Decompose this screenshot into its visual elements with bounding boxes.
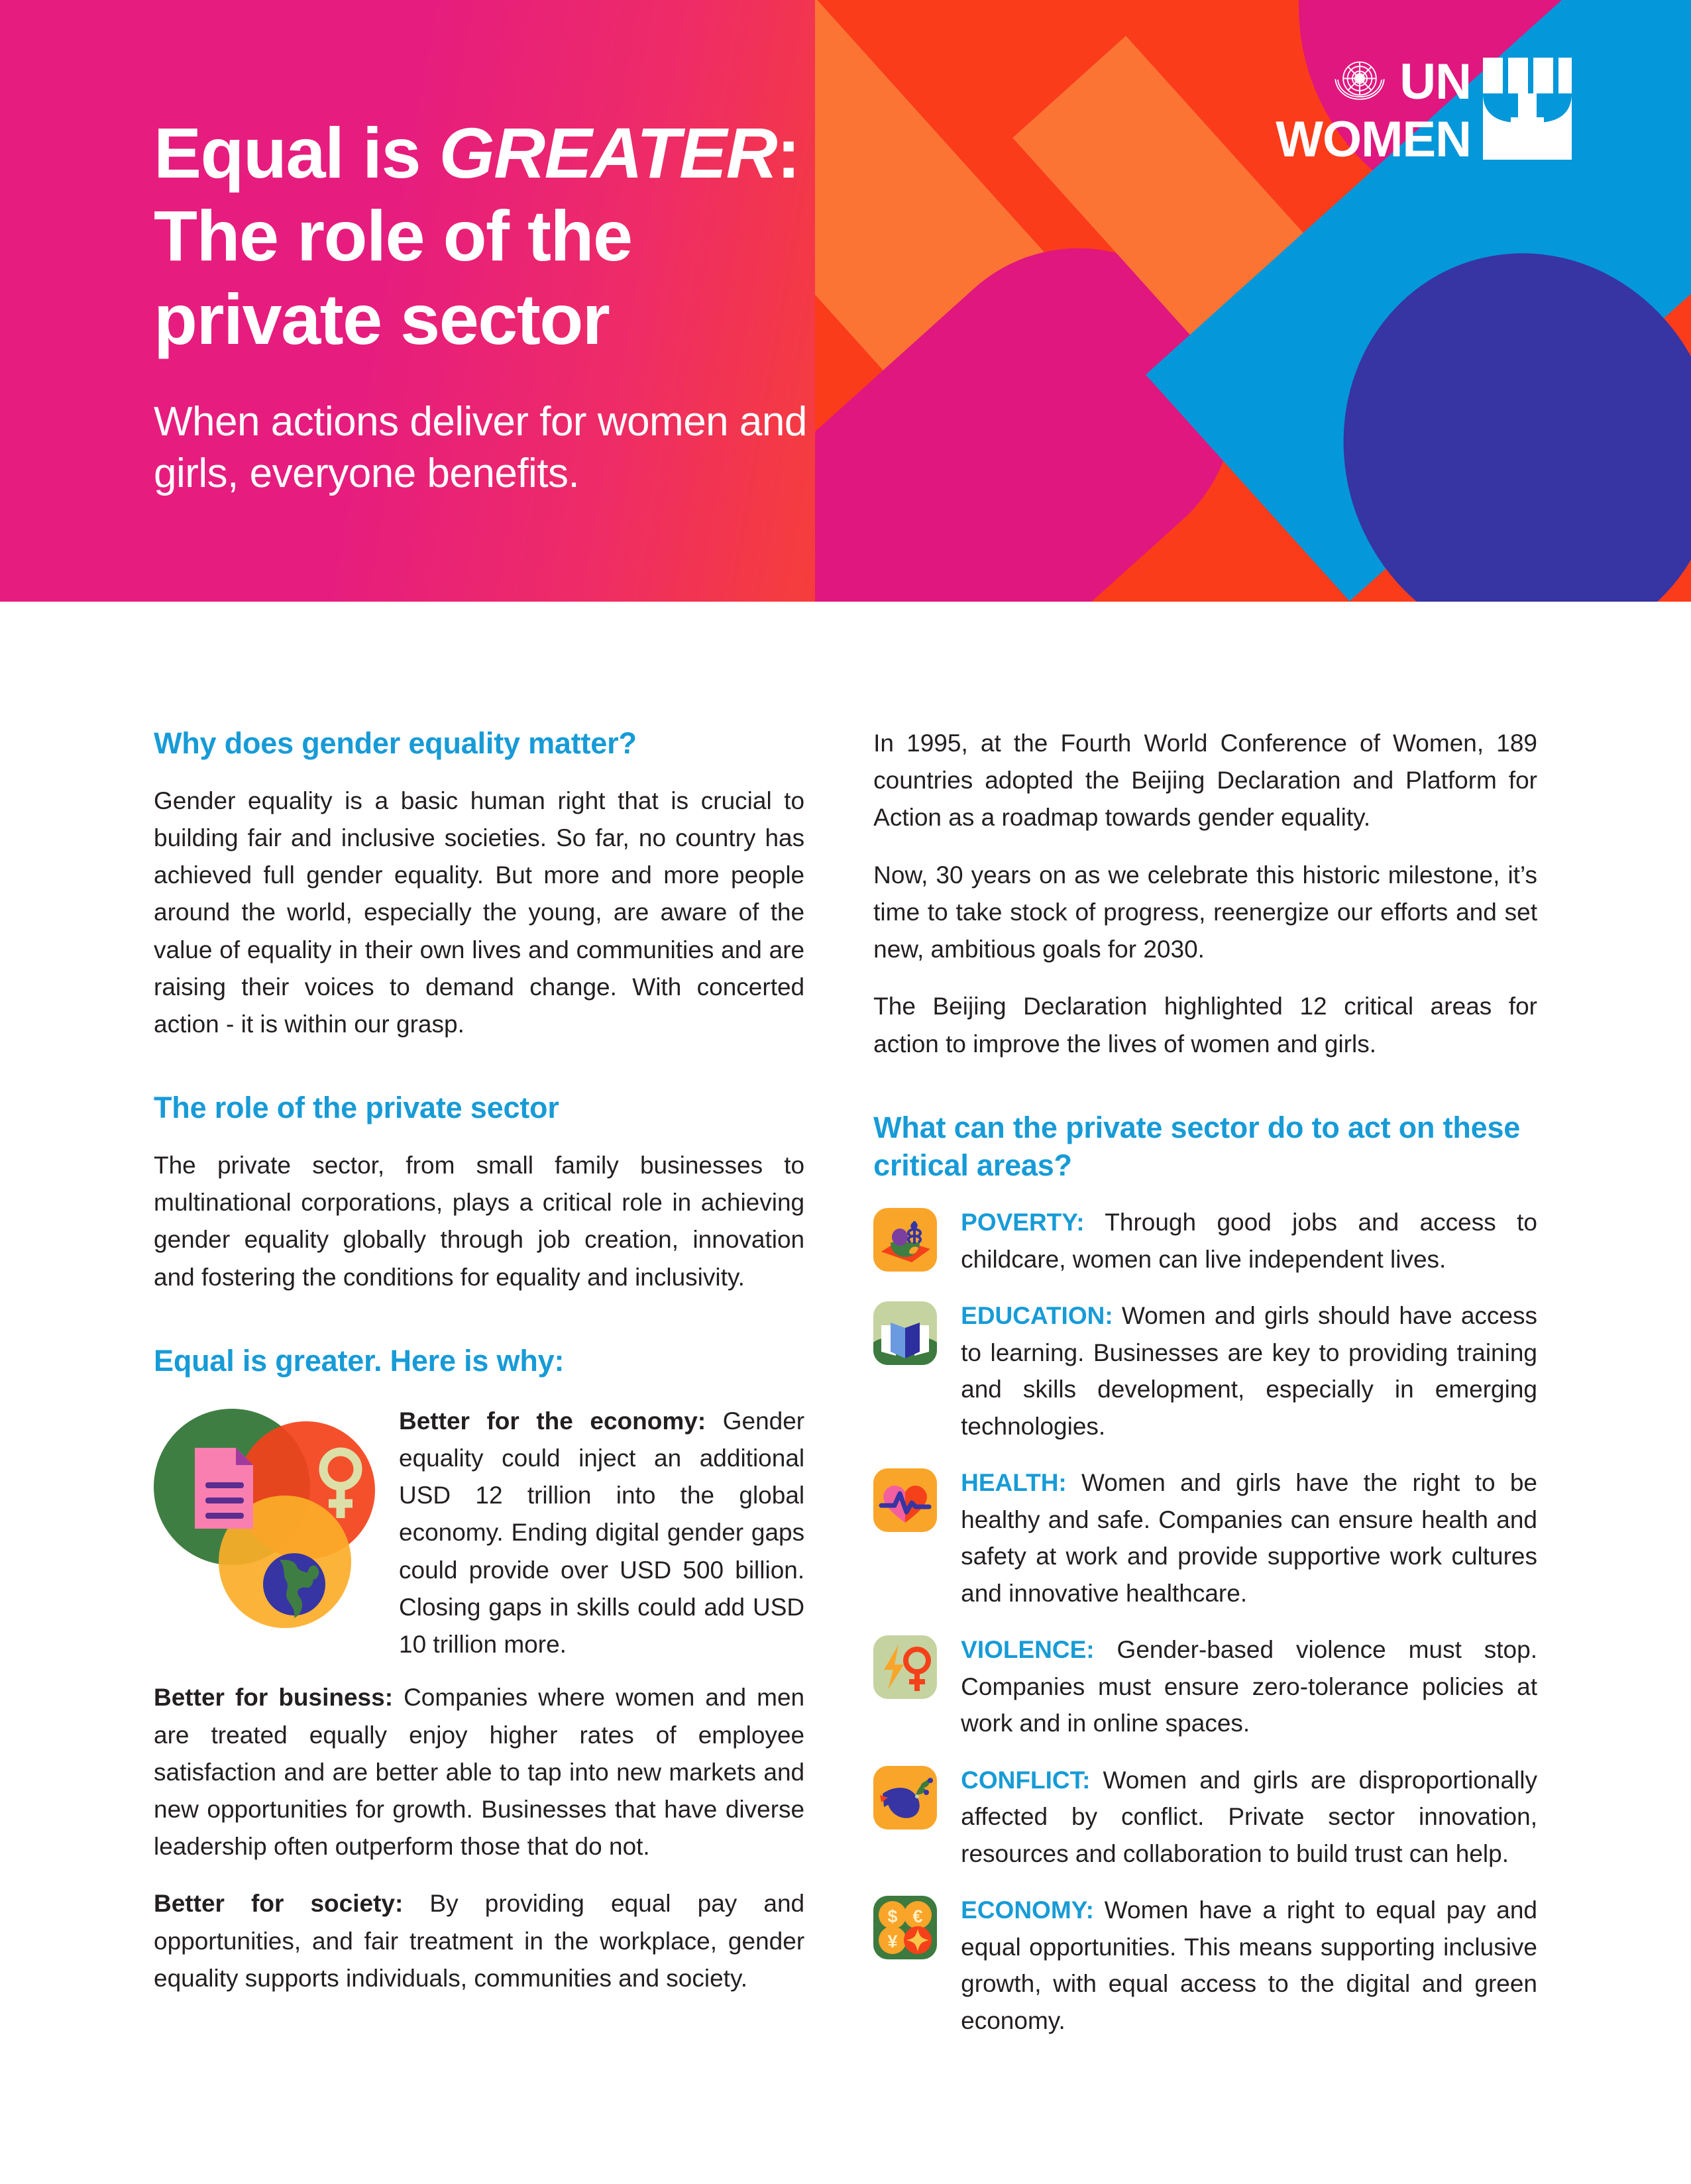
list-item-poverty-text xyxy=(961,1204,1537,1278)
list-item-economy xyxy=(873,1892,1537,2039)
list-item-violence-text xyxy=(961,1631,1537,1742)
title-line-2: The role of the xyxy=(154,195,632,276)
text-better-for-business: Companies where women and men are treated equally enjoy higher rates of employee satisfaction and are better able to tap into new markets and new opportunities for growth. Businesses that have diverse leadership often outperform those that do not. xyxy=(154,1684,805,1861)
critical-areas-list xyxy=(873,1204,1537,2039)
content-area xyxy=(0,602,1691,2184)
label-better-for-society: Better for society: xyxy=(154,1890,404,1918)
spacer xyxy=(154,1063,804,1089)
left-column xyxy=(154,725,804,2184)
heart-pulse-icon xyxy=(873,1468,937,1532)
title-part-plain: Equal is xyxy=(154,113,439,193)
text-health: Women and girls have the right to be healthy and safe. Companies can ensure health and safety at work and provide supportive work cultures and innovative healthcare. xyxy=(961,1469,1537,1607)
paragraph-12-critical-areas: The Beijing Declaration highlighted 12 critical areas for action to improve the lives of women and girls. xyxy=(873,993,1537,1058)
document-icon xyxy=(195,1448,253,1529)
un-women-mark-icon xyxy=(1478,54,1577,164)
heading-what-can-private-sector-do: What can the private sector do to act on these critical areas? xyxy=(873,1110,1521,1182)
svg-text:€: € xyxy=(912,1906,923,1927)
list-item-poverty xyxy=(873,1204,1537,1278)
list-item-conflict-text xyxy=(961,1762,1537,1873)
header-banner xyxy=(0,0,1691,602)
heading-why-gender-equality: Why does gender equality matter? xyxy=(154,726,637,760)
page-subtitle: When actions deliver for women and girls, everyone benefits. xyxy=(154,398,807,496)
banner-text-block xyxy=(154,111,883,500)
label-economy: ECONOMY: xyxy=(961,1896,1094,1924)
title-part-colon: : xyxy=(777,113,800,193)
logo-un-text: UN xyxy=(1399,53,1471,110)
svg-text:¥: ¥ xyxy=(887,1932,898,1952)
label-violence: VIOLENCE: xyxy=(961,1636,1095,1664)
list-item-violence xyxy=(873,1631,1537,1742)
currency-coins-icon xyxy=(873,1896,937,1959)
page-title xyxy=(154,111,883,360)
dove-olive-branch-icon xyxy=(873,1766,937,1829)
list-item-conflict xyxy=(873,1762,1537,1873)
paragraph-beijing-1995: In 1995, at the Fourth World Conference of Women, 189 countries adopted the Beijing Declaration and Platform for Action as a roadmap towards gender equality. xyxy=(873,730,1537,832)
paragraph-30-years-on: Now, 30 years on as we celebrate this historic milestone, it’s time to take stock of progress, reenergize our efforts and set new, ambitious goals for 2030. xyxy=(873,861,1537,963)
heading-role-private-sector: The role of the private sector xyxy=(154,1091,559,1125)
un-women-logo xyxy=(1276,52,1577,166)
text-violence: Gender-based violence must stop. Companies must ensure zero-tolerance policies at work and in online spaces. xyxy=(961,1636,1537,1737)
paragraph-why-gender-equality: Gender equality is a basic human right that is crucial to building fair and inclusive societies. So far, no country has achieved full gender equality. But more and more people around the world, especially the young, are aware of the value of equality in their own lives and communities and are raising their voices to demand change. With concerted action - it is within our grasp. xyxy=(154,787,805,1038)
bowl-plant-icon xyxy=(873,1208,937,1272)
right-column xyxy=(873,725,1537,2184)
list-item-education xyxy=(873,1297,1537,1445)
label-better-for-business: Better for business: xyxy=(154,1684,394,1712)
open-book-icon xyxy=(873,1301,937,1365)
text-economy: Women have a right to equal pay and equal opportunities. This means supporting inclusive growth, with equal access to the digital and green economy. xyxy=(961,1896,1537,2034)
label-education: EDUCATION: xyxy=(961,1302,1113,1330)
list-item-health-text xyxy=(961,1464,1537,1611)
title-line-3: private sector xyxy=(154,278,610,359)
text-better-for-economy: Gender equality could inject an additional USD 12 trillion into the global economy. Ending digital gender gaps could provide over USD 500 billion. Closing gaps in skills could add USD 10 trillion more. xyxy=(399,1407,805,1659)
spacer xyxy=(873,1083,1537,1109)
paragraph-better-for-economy xyxy=(399,1400,804,1664)
list-item-economy-text xyxy=(961,1892,1537,2039)
paragraph-better-for-business xyxy=(154,1679,804,1865)
text-better-for-society: By providing equal pay and opportunities, and fair treatment in the workplace, gender equality supports individuals, communities and society. xyxy=(154,1890,805,1992)
label-better-for-economy: Better for the economy: xyxy=(399,1407,706,1435)
venn-economy-block xyxy=(154,1400,804,1664)
logo-women-text: WOMEN xyxy=(1276,111,1471,168)
venn-diagram-illustration xyxy=(154,1404,379,1629)
logo-wordmark xyxy=(1276,52,1471,166)
title-part-italic: GREATER xyxy=(439,113,777,193)
label-health: HEALTH: xyxy=(961,1469,1067,1497)
heading-equal-is-greater: Equal is greater. Here is why: xyxy=(154,1343,565,1378)
label-conflict: CONFLICT: xyxy=(961,1766,1091,1794)
lightning-female-symbol-icon xyxy=(873,1635,937,1699)
logo-top-row xyxy=(1329,52,1471,113)
label-poverty: POVERTY: xyxy=(961,1209,1085,1236)
svg-text:$: $ xyxy=(887,1906,898,1927)
un-emblem-icon xyxy=(1329,52,1390,113)
text-education: Women and girls should have access to learning. Businesses are key to providing training and skills development, especially in emerging technologies. xyxy=(961,1302,1537,1440)
text-conflict: Women and girls are disproportionally affected by conflict. Private sector innovation, resources and collaboration to build trust can help. xyxy=(961,1766,1537,1867)
spacer xyxy=(154,1316,804,1342)
paragraph-better-for-society xyxy=(154,1885,804,1997)
paragraph-role-private-sector: The private sector, from small family businesses to multinational corporations, plays a critical role in achieving gender equality globally through job creation, innovation and fostering the conditions for equality and inclusivity. xyxy=(154,1152,805,1291)
list-item-education-text xyxy=(961,1297,1537,1445)
text-poverty: Through good jobs and access to childcare, women can live independent lives. xyxy=(961,1209,1537,1273)
list-item-health xyxy=(873,1464,1537,1611)
